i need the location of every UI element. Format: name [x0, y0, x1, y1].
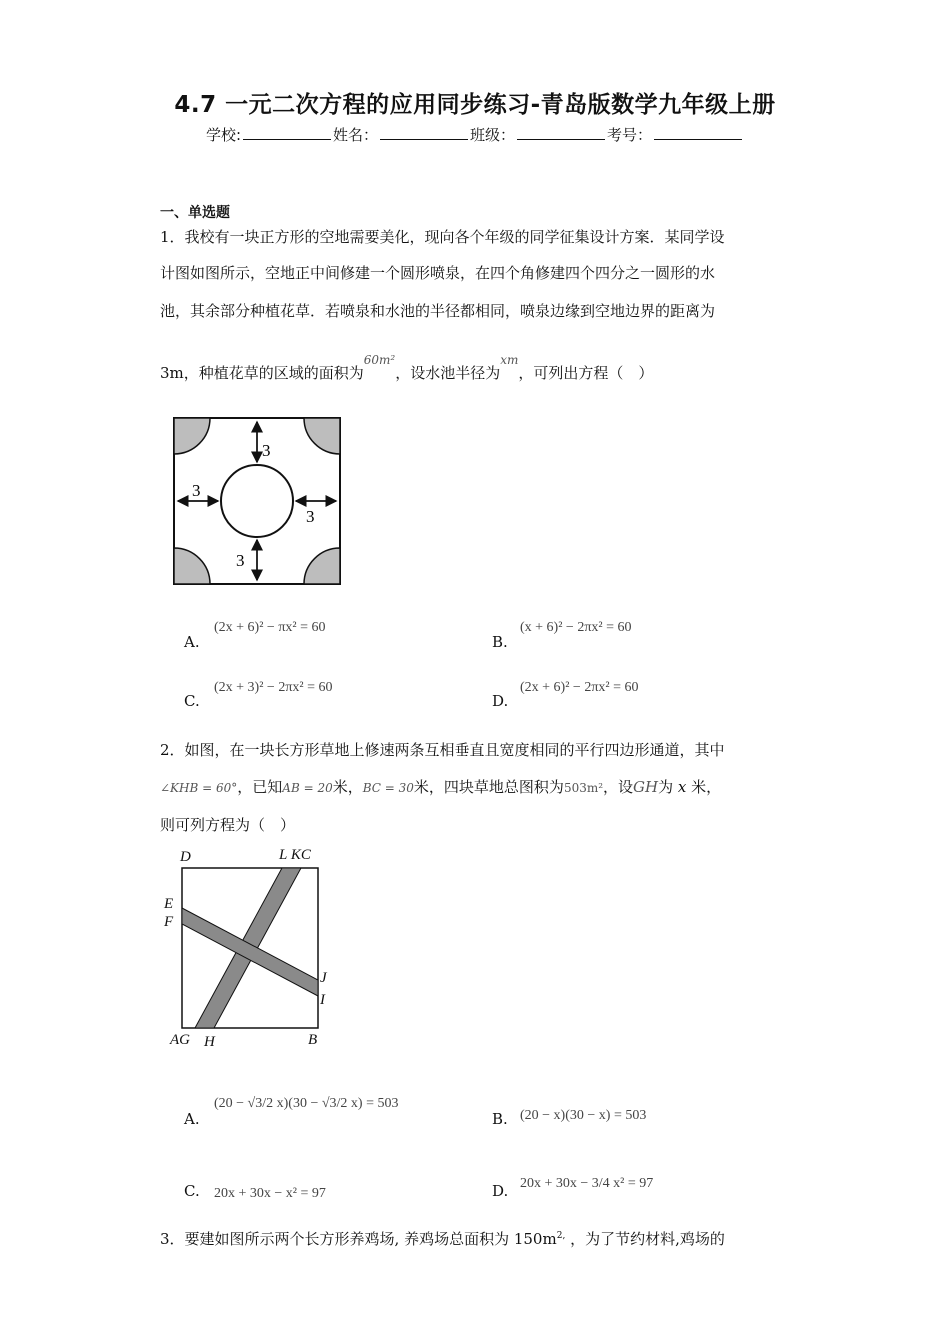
q2-line-1: 2．如图，在一块长方形草地上修速两条互相垂直且宽度相同的平行四边形通道，其中 — [160, 741, 725, 759]
q2-option-c-label[interactable]: C. — [184, 1182, 200, 1200]
q1-option-d[interactable]: (2x + 6)² − 2πx² = 60 — [520, 680, 639, 695]
label-d: D — [180, 849, 191, 865]
q2-option-a[interactable]: (20 − √3/2 x)(30 − √3/2 x) = 503 — [214, 1096, 399, 1111]
q2-option-b[interactable]: (20 − x)(30 − x) = 503 — [520, 1108, 647, 1123]
class-blank[interactable] — [517, 125, 605, 140]
q1-text-b: ，设水池半径为 — [395, 364, 501, 382]
q1-area-math: 60m² — [363, 353, 396, 367]
exam-no-label: 考号： — [607, 126, 653, 144]
q2-area: 503m² — [563, 781, 604, 795]
q2-line-2 — [160, 776, 721, 797]
q2-option-a-label[interactable]: A. — [184, 1110, 200, 1128]
name-label: 姓名： — [333, 126, 379, 144]
label-j: J — [320, 970, 327, 986]
label-bottom-3: 3 — [236, 551, 245, 570]
q3-line-1 — [160, 1228, 725, 1249]
label-right-3: 3 — [306, 507, 315, 526]
q1-line-4 — [160, 353, 654, 383]
q1-option-c[interactable]: (2x + 3)² − 2πx² = 60 — [214, 680, 333, 695]
label-e: E — [164, 896, 174, 912]
q1-figure — [170, 414, 346, 590]
student-info-row — [0, 124, 950, 145]
q2-line-3: 则可列方程为（ ） — [160, 816, 296, 834]
label-b: B — [308, 1032, 318, 1048]
q1-option-a[interactable]: (2x + 6)² − πx² = 60 — [214, 620, 326, 635]
q2-text-2: 米， — [332, 778, 363, 796]
q2-option-b-label[interactable]: B. — [492, 1110, 508, 1128]
q3-sup: 2, — [556, 1231, 566, 1241]
school-blank[interactable] — [243, 125, 331, 140]
school-label: 学校: — [205, 126, 241, 144]
q2-text-4: ，设 — [603, 778, 634, 796]
q2-gh: GH — [633, 778, 659, 796]
label-left-3: 3 — [192, 481, 201, 500]
q2-text-6: 米， — [691, 778, 722, 796]
q2-option-d[interactable]: 20x + 30x − 3/4 x² = 97 — [520, 1176, 654, 1191]
q2-x: x — [677, 778, 687, 796]
label-lkc: L KC — [279, 847, 311, 863]
q2-text-3: 米，四块草地总图积为 — [413, 778, 564, 796]
q2-ab: AB = 20 — [282, 781, 333, 795]
q1-text-c: ，可列出方程（ ） — [518, 364, 654, 382]
q1-option-a-label[interactable]: A. — [184, 633, 200, 651]
label-ag: AG — [170, 1032, 190, 1048]
q1-option-c-label[interactable]: C. — [184, 692, 200, 710]
label-i: I — [320, 992, 325, 1008]
label-f: F — [164, 914, 174, 930]
q2-bc: BC = 30 — [362, 781, 414, 795]
label-top-3: 3 — [262, 441, 271, 460]
name-blank[interactable] — [380, 125, 468, 140]
q1-option-d-label[interactable]: D. — [492, 692, 509, 710]
q3-text-a: 3．要建如图所示两个长方形养鸡场, 养鸡场总面积为 150m — [160, 1230, 557, 1248]
label-h: H — [204, 1034, 215, 1050]
q1-option-b[interactable]: (x + 6)² − 2πx² = 60 — [520, 620, 632, 635]
q2-text-5: 为 — [658, 778, 674, 796]
q1-text-a: 3m，种植花草的区域的面积为 — [160, 364, 364, 382]
q1-line-1: 1．我校有一块正方形的空地需要美化，现向各个年级的同学征集设计方案．某同学设 — [160, 228, 725, 246]
q1-line-3: 池，其余部分种植花草．若喷泉和水池的半径都相同，喷泉边缘到空地边界的距离为 — [160, 302, 716, 320]
q1-line-2: 计图如图所示，空地正中间修建一个圆形喷泉，在四个角修建四个四分之一圆形的水 — [160, 264, 716, 282]
fountain-circle — [221, 465, 293, 537]
q3-text-b: ，为了节约材料,鸡场的 — [565, 1230, 725, 1248]
exam-no-blank[interactable] — [654, 125, 742, 140]
doc-title: 4.7 一元二次方程的应用同步练习-青岛版数学九年级上册 — [174, 92, 776, 118]
section-heading: 一、单选题 — [160, 205, 230, 221]
q1-x-math: xm — [500, 353, 519, 367]
q2-text-1: ，已知 — [237, 778, 283, 796]
q2-angle: ∠KHB = 60° — [160, 781, 238, 795]
q1-option-b-label[interactable]: B. — [492, 633, 508, 651]
q2-figure — [160, 840, 340, 1052]
q2-option-c[interactable]: 20x + 30x − x² = 97 — [214, 1186, 326, 1201]
q2-option-d-label[interactable]: D. — [492, 1182, 509, 1200]
class-label: 班级： — [470, 126, 516, 144]
